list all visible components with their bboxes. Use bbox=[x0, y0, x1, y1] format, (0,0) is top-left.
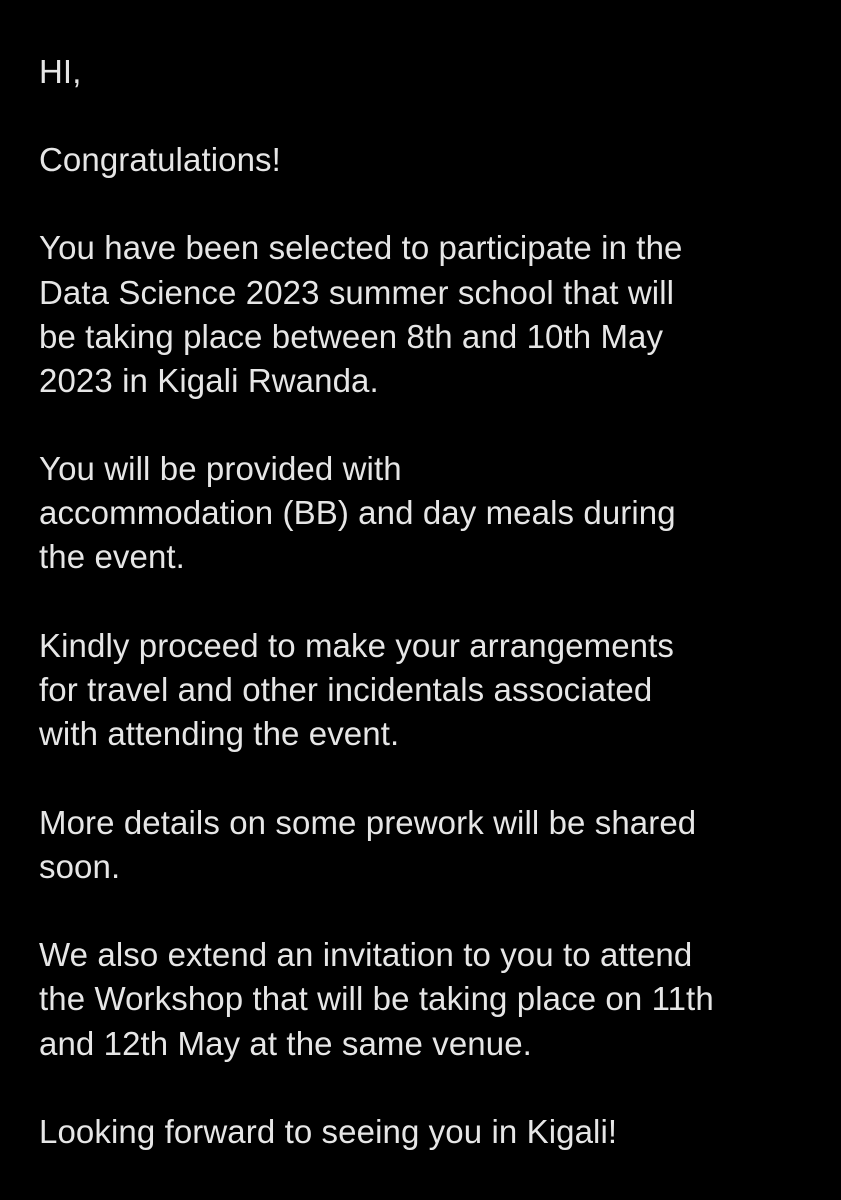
provisions-line-1: You will be provided with bbox=[39, 450, 402, 487]
selection-line-1: You have been selected to participate in the bbox=[39, 229, 683, 266]
arrangements-line-3: with attending the event. bbox=[39, 715, 400, 752]
workshop-line-2: the Workshop that will be taking place on 11th bbox=[39, 980, 714, 1017]
arrangements-line-2: for travel and other incidentals associated bbox=[39, 671, 653, 708]
workshop-line-3: and 12th May at the same venue. bbox=[39, 1025, 532, 1062]
selection-line-3: be taking place between 8th and 10th May bbox=[39, 318, 664, 355]
selection-line-4: 2023 in Kigali Rwanda. bbox=[39, 362, 379, 399]
greeting-text: HI, bbox=[39, 53, 82, 90]
workshop-line-1: We also extend an invitation to you to attend bbox=[39, 936, 693, 973]
provisions-line-3: the event. bbox=[39, 538, 185, 575]
prework-line-2: soon. bbox=[39, 848, 121, 885]
congratulations-text: Congratulations! bbox=[39, 141, 281, 178]
arrangements-line-1: Kindly proceed to make your arrangements bbox=[39, 627, 674, 664]
closing-text: Looking forward to seeing you in Kigali! bbox=[39, 1113, 618, 1150]
selection-line-2: Data Science 2023 summer school that will bbox=[39, 274, 675, 311]
prework-line-1: More details on some prework will be shared bbox=[39, 804, 697, 841]
provisions-line-2: accommodation (BB) and day meals during bbox=[39, 494, 676, 531]
